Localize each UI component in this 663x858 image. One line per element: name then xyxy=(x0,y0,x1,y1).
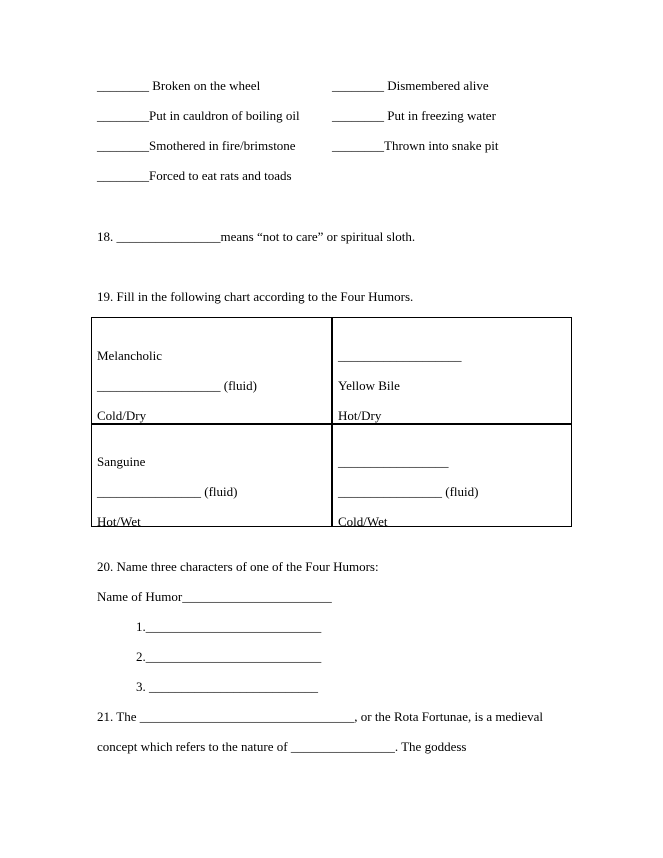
item-label: Smothered in fire/brimstone xyxy=(149,138,296,153)
answer-blank[interactable]: ________________ xyxy=(338,484,442,499)
answer-blank[interactable]: _______________________ xyxy=(182,589,332,604)
answer-blank[interactable]: ___________________ xyxy=(97,378,221,393)
cell-phlegmatic-fluid xyxy=(338,484,478,500)
question-number: 18. xyxy=(97,229,117,244)
question-21-line-1 xyxy=(97,709,543,725)
item-label: Put in cauldron of boiling oil xyxy=(149,108,300,123)
answer-blank[interactable]: ________________ xyxy=(97,484,201,499)
chart-divider-horizontal xyxy=(92,423,571,425)
question-19-prompt: 19. Fill in the following chart according to the Four Humors. xyxy=(97,289,414,304)
answer-blank[interactable]: __________________________ xyxy=(149,679,318,694)
cell-phlegmatic-quality: Cold/Wet xyxy=(338,514,388,529)
match-item-dismembered xyxy=(332,78,489,94)
match-item-broken-wheel xyxy=(97,78,260,94)
cell-choleric-name-blank[interactable]: ___________________ xyxy=(338,348,462,363)
answer-blank[interactable]: ___________________________ xyxy=(145,619,322,634)
question-text: means “not to care” or spiritual sloth. xyxy=(220,229,416,244)
question-20-prompt: 20. Name three characters of one of the Four Humors: xyxy=(97,559,379,574)
cell-melancholic-fluid xyxy=(97,378,257,394)
answer-blank[interactable]: ________________ xyxy=(116,229,221,244)
answer-blank[interactable]: _________________________________ xyxy=(139,709,355,724)
answer-blank[interactable]: ________ xyxy=(97,78,149,93)
item-label: Put in freezing water xyxy=(384,108,496,123)
fluid-label: (fluid) xyxy=(201,484,238,499)
character-line-3 xyxy=(136,679,318,695)
match-item-rats-toads xyxy=(97,168,292,184)
cell-sanguine-quality: Hot/Wet xyxy=(97,514,141,529)
answer-blank[interactable]: ________ xyxy=(97,108,149,123)
humor-name-label: Name of Humor xyxy=(97,589,183,604)
answer-blank[interactable]: ___________________________ xyxy=(145,649,322,664)
humor-name-line xyxy=(97,589,332,605)
question-text: , or the Rota Fortunae, is a medieval xyxy=(354,709,544,724)
item-label: Dismembered alive xyxy=(384,78,489,93)
line-number: 2. xyxy=(136,649,146,664)
character-line-1 xyxy=(136,619,321,635)
question-18 xyxy=(97,229,415,245)
fluid-label: (fluid) xyxy=(220,378,257,393)
match-item-snake-pit xyxy=(332,138,498,154)
fluid-label: (fluid) xyxy=(442,484,479,499)
cell-choleric-fluid: Yellow Bile xyxy=(338,378,400,393)
match-item-fire-brimstone xyxy=(97,138,296,154)
item-label: Broken on the wheel xyxy=(149,78,261,93)
item-label: Thrown into snake pit xyxy=(384,138,499,153)
answer-blank[interactable]: ________ xyxy=(97,138,149,153)
cell-phlegmatic-name-blank[interactable]: _________________ xyxy=(338,454,449,469)
question-21-line-2 xyxy=(97,739,466,755)
question-text: concept which refers to the nature of xyxy=(97,739,291,754)
answer-blank[interactable]: ________________ xyxy=(290,739,395,754)
answer-blank[interactable]: ________ xyxy=(97,168,149,183)
question-text: . The goddess xyxy=(394,739,467,754)
character-line-2 xyxy=(136,649,321,665)
chart-divider-vertical xyxy=(331,318,333,526)
question-text: 21. The xyxy=(97,709,140,724)
line-number: 1. xyxy=(136,619,146,634)
cell-sanguine-name: Sanguine xyxy=(97,454,146,469)
cell-melancholic-quality: Cold/Dry xyxy=(97,408,147,423)
answer-blank[interactable]: ________ xyxy=(332,78,384,93)
cell-choleric-quality: Hot/Dry xyxy=(338,408,382,423)
match-item-freezing-water xyxy=(332,108,496,124)
match-item-boiling-oil xyxy=(97,108,300,124)
item-label: Forced to eat rats and toads xyxy=(149,168,292,183)
line-number: 3. xyxy=(136,679,149,694)
answer-blank[interactable]: ________ xyxy=(332,108,384,123)
cell-sanguine-fluid xyxy=(97,484,237,500)
answer-blank[interactable]: ________ xyxy=(332,138,384,153)
cell-melancholic-name: Melancholic xyxy=(97,348,162,363)
